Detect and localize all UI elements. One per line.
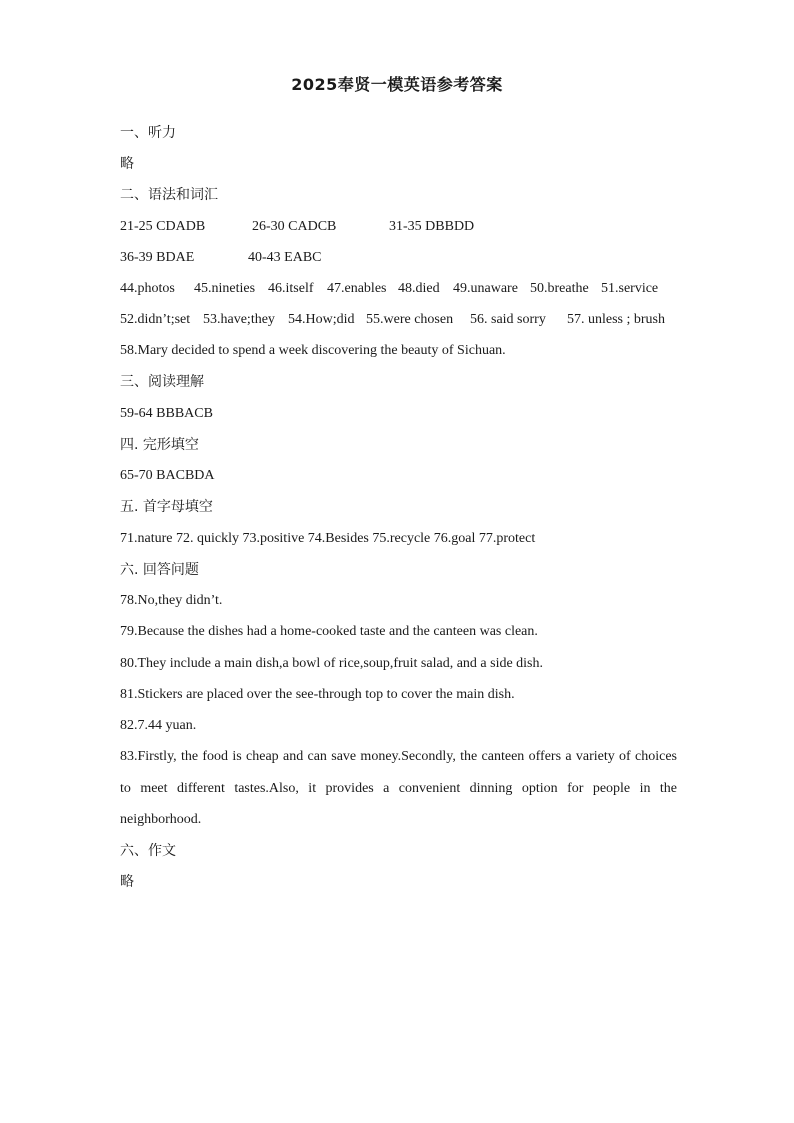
answer-36-39: 36-39 BDAE bbox=[120, 250, 195, 265]
answer-53: 53.have;they bbox=[203, 312, 275, 327]
answer-31-35: 31-35 DBBDD bbox=[389, 219, 475, 234]
answer-21-25: 21-25 CDADB bbox=[120, 219, 206, 234]
answer-82: 82.7.44 yuan. bbox=[120, 718, 197, 733]
answer-80: 80.They include a main dish,a bowl of rice,soup,fruit salad, and a side dish. bbox=[120, 656, 544, 671]
answer-83-line-3: neighborhood. bbox=[120, 812, 202, 827]
answer-45: 45.nineties bbox=[194, 281, 256, 296]
answer-58: 58.Mary decided to spend a week discovering the beauty of Sichuan. bbox=[120, 343, 506, 358]
answer-81: 81.Stickers are placed over the see-through top to cover the main dish. bbox=[120, 687, 515, 702]
answer-78: 78.No,they didn’t. bbox=[120, 593, 223, 608]
answer-79: 79.Because the dishes had a home-cooked taste and the canteen was clean. bbox=[120, 624, 538, 639]
answer-57: 57. unless ; brush bbox=[567, 312, 665, 327]
answer-52: 52.didn’t;set bbox=[120, 312, 191, 327]
answer-47: 47.enables bbox=[327, 281, 387, 296]
answer-71-77: 71.nature 72. quickly 73.positive 74.Besides 75.recycle 76.goal 77.protect bbox=[120, 531, 536, 546]
answer-26-30: 26-30 CADCB bbox=[252, 219, 337, 234]
answer-59-64: 59-64 BBBACB bbox=[120, 406, 213, 421]
answer-83-line-2: to meet different tastes.Also, it provides a convenient dinning option for people in the bbox=[120, 781, 677, 796]
answer-50: 50.breathe bbox=[530, 281, 589, 296]
answer-56: 56. said sorry bbox=[470, 312, 546, 327]
answer-54: 54.How;did bbox=[288, 312, 355, 327]
section-listening-body: 略 bbox=[120, 156, 134, 172]
answer-65-70: 65-70 BACBDA bbox=[120, 468, 215, 483]
section-writing-heading: 六、作文 bbox=[120, 843, 176, 859]
answer-48: 48.died bbox=[398, 281, 440, 296]
section-reading-heading: 三、阅读理解 bbox=[120, 374, 204, 390]
answer-83-line-1: 83.Firstly, the food is cheap and can save money.Secondly, the canteen offers a variety of choices bbox=[120, 749, 677, 764]
answer-51: 51.service bbox=[601, 281, 659, 296]
answer-44: 44.photos bbox=[120, 281, 175, 296]
answer-49: 49.unaware bbox=[453, 281, 518, 296]
page-title: 2025奉贤一模英语参考答案 bbox=[291, 75, 503, 94]
section-listening-heading: 一、听力 bbox=[120, 125, 176, 141]
answer-55: 55.were chosen bbox=[366, 312, 454, 327]
section-cloze-heading: 四. 完形填空 bbox=[120, 437, 199, 453]
section-initial-letter-heading: 五. 首字母填空 bbox=[120, 499, 213, 515]
section-writing-body: 略 bbox=[120, 874, 134, 890]
answer-40-43: 40-43 EABC bbox=[248, 250, 322, 265]
section-questions-heading: 六. 回答问题 bbox=[120, 562, 199, 578]
answer-46: 46.itself bbox=[268, 281, 314, 296]
section-grammar-heading: 二、语法和词汇 bbox=[120, 187, 218, 203]
